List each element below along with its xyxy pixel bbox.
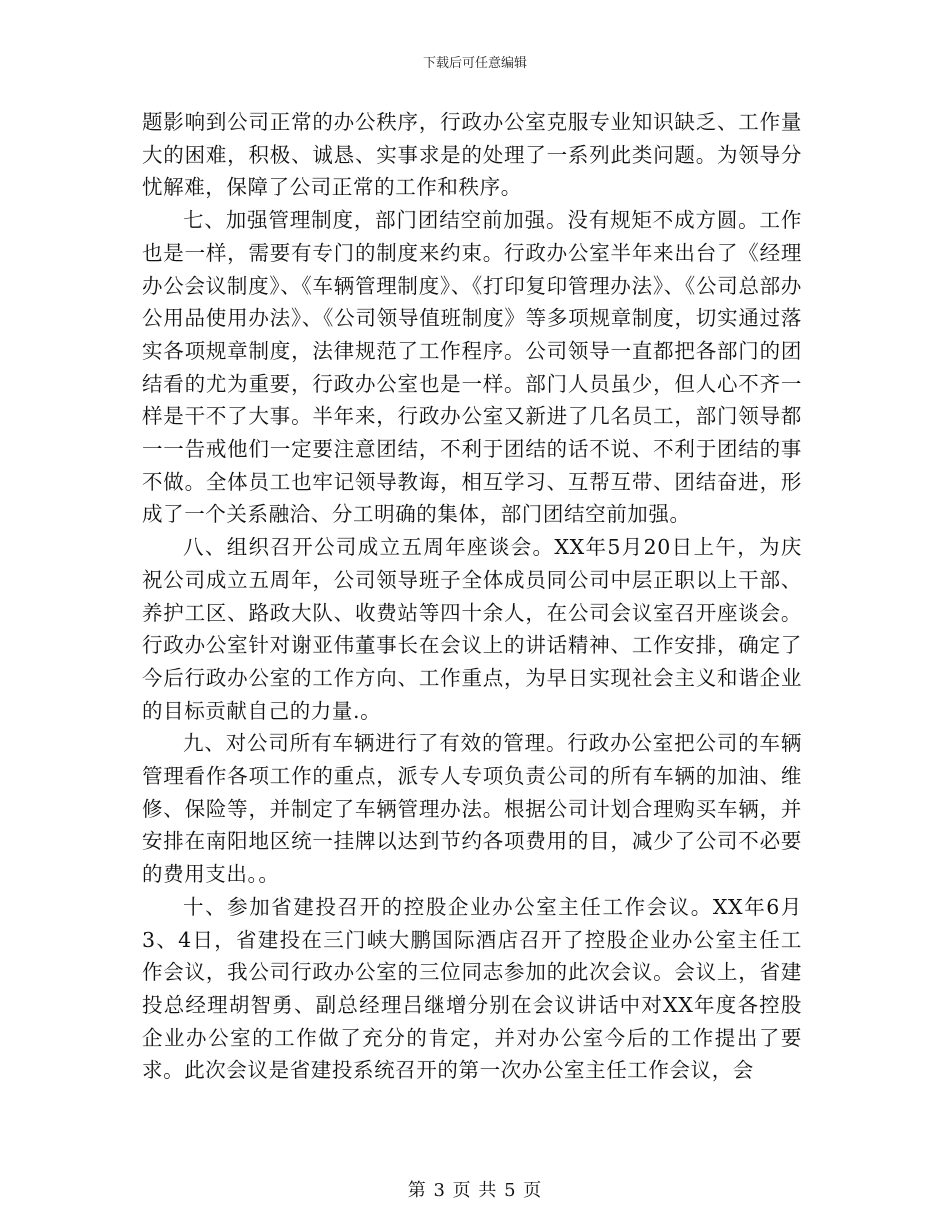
paragraph-section-7: 七、加强管理制度，部门团结空前加强。没有规矩不成方圆。工作也是一样，需要有专门的制度来约束。行政办公室半年来出台了《经理办公会议制度》、《车辆管理制度》、《打印复印管理办法》、《公司总部办公用品使用办法》、《公司领导值班制度》等多项规章制度，切实通过落实各项规章制度，法律规范了工作程序。公司领导一直都把各部门的团结看的尤为重要，行政办公室也是一样。部门人员虽少，但人心不齐一样是干不了大事。半年来，行政办公室又新进了几名员工，部门领导都一一告戒他们一定要注意团结，不利于团结的话不说、不利于团结的事不做。全体员工也牢记领导教诲，相互学习、互帮互带、团结奋进，形成了一个关系融洽、分工明确的集体，部门团结空前加强。 bbox=[142, 208, 802, 527]
paragraph-section-10: 十、参加省建投召开的控股企业办公室主任工作会议。XX年6月3、4日，省建投在三门峡大鹏国际酒店召开了控股企业办公室主任工作会议，我公司行政办公室的三位同志参加的此次会议。会议上，省建投总经理胡智勇、副总经理吕继增分别在会议讲话中对XX年度各控股企业办公室的工作做了充分的肯定，并对办公室今后的工作提出了要求。此次会议是省建投系统召开的第一次办公室主任工作会议，会 bbox=[142, 894, 802, 1083]
paragraph-continuation: 题影响到公司正常的办公秩序，行政办公室克服专业知识缺乏、工作量大的困难，积极、诚恳、实事求是的处理了一系列此类问题。为领导分忧解难，保障了公司正常的工作和秩序。 bbox=[142, 110, 802, 200]
page-header: 下载后可任意编辑 bbox=[422, 56, 527, 71]
paragraph-section-8: 八、组织召开公司成立五周年座谈会。XX年5月20日上午，为庆祝公司成立五周年，公司领导班子全体成员同公司中层正职以上干部、养护工区、路政大队、收费站等四十余人，在公司会议室召开座谈会。行政办公室针对谢亚伟董事长在会议上的讲话精神、工作安排，确定了今后行政办公室的工作方向、工作重点，为早日实现社会主义和谐企业的目标贡献自己的力量.。 bbox=[142, 535, 802, 723]
page-number-footer: 第 3 页 共 5 页 bbox=[407, 1180, 543, 1201]
paragraph-section-9: 九、对公司所有车辆进行了有效的管理。行政办公室把公司的车辆管理看作各项工作的重点，派专人专项负责公司的所有车辆的加油、维修、保险等，并制定了车辆管理办法。根据公司计划合理购买车辆，并安排在南阳地区统一挂牌以达到节约各项费用的目，减少了公司不必要的费用支出。。 bbox=[142, 731, 802, 887]
document-body bbox=[142, 106, 802, 1087]
